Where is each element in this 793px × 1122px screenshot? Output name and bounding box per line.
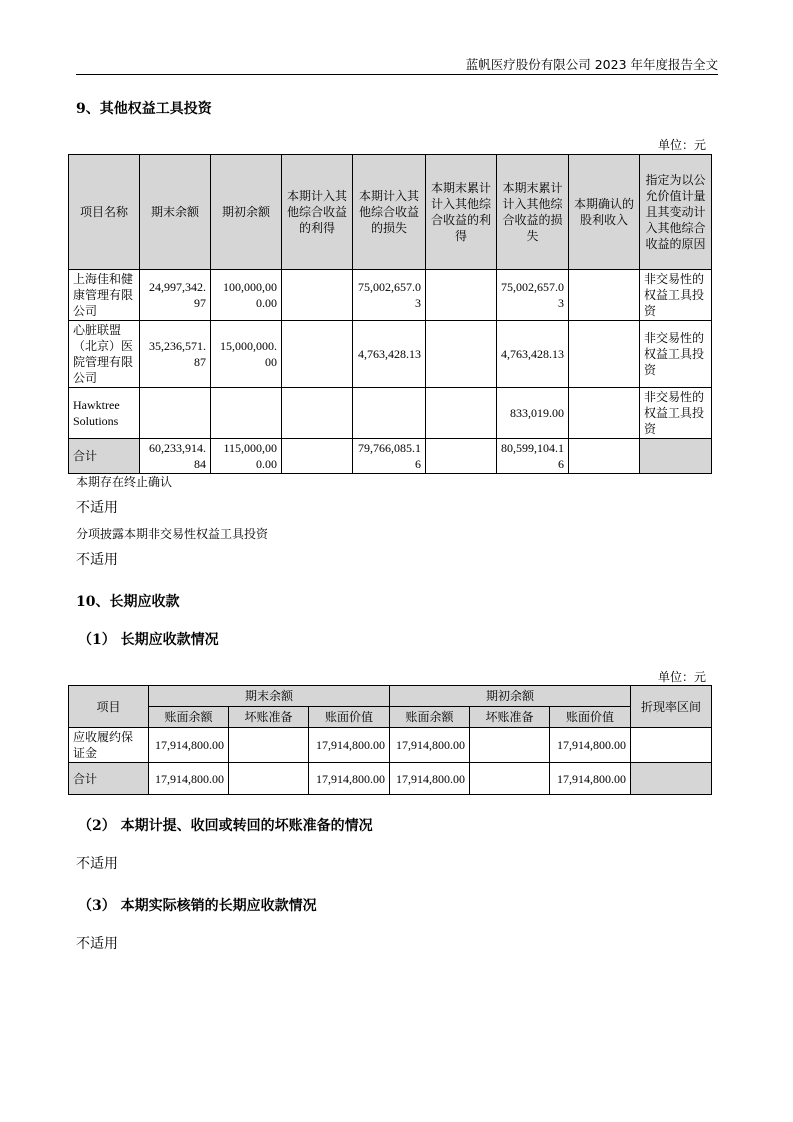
- reason: 非交易性的权益工具投资: [640, 270, 712, 321]
- col-header: 坏账准备: [229, 707, 309, 728]
- end-balance: [140, 388, 211, 439]
- total-cum-gain: [426, 439, 497, 474]
- total-reason: [640, 439, 712, 474]
- col-header: 账面余额: [390, 707, 470, 728]
- total-end-bad-debt: [229, 763, 309, 795]
- total-cum-loss: 80,599,104.16: [497, 439, 569, 474]
- dividend: [569, 388, 640, 439]
- disclosure-label: 分项披露本期非交易性权益工具投资: [76, 527, 269, 541]
- col-header: 坏账准备: [470, 707, 550, 728]
- col-header: 期末余额: [140, 155, 211, 270]
- total-oci-gain: [282, 439, 353, 474]
- col-header: 本期末累计计入其他综合收益的损失: [497, 155, 569, 270]
- total-begin-balance: 115,000,000.00: [211, 439, 282, 474]
- derecognition-value: 不适用: [76, 500, 118, 516]
- cum-loss: 833,019.00: [497, 388, 569, 439]
- unit-label: 单位：元: [658, 670, 707, 684]
- oci-gain: [282, 270, 353, 321]
- table-header-row: [69, 155, 712, 270]
- begin-balance: 15,000,000.00: [211, 321, 282, 388]
- begin-book-balance: 17,914,800.00: [390, 728, 470, 763]
- reason: 非交易性的权益工具投资: [640, 388, 712, 439]
- oci-gain: [282, 321, 353, 388]
- item-name: 应收履约保证金: [69, 728, 149, 763]
- cum-gain: [426, 270, 497, 321]
- dividend: [569, 321, 640, 388]
- reason: 非交易性的权益工具投资: [640, 321, 712, 388]
- total-row: [69, 439, 712, 474]
- table-row: [69, 388, 712, 439]
- subsection-2-title: （2） 本期计提、收回或转回的坏账准备的情况: [78, 818, 373, 834]
- col-header: 指定为以公允价值计量且其变动计入其他综合收益的原因: [640, 155, 712, 270]
- end-book-balance: 17,914,800.00: [149, 728, 229, 763]
- end-balance: 35,236,571.87: [140, 321, 211, 388]
- page-header: [76, 56, 718, 75]
- col-header: 项目名称: [69, 155, 140, 270]
- long-term-receivables-table: [68, 685, 712, 795]
- total-begin-bad-debt: [470, 763, 550, 795]
- table-row: [69, 270, 712, 321]
- table-row: [69, 728, 712, 763]
- begin-bad-debt: [470, 728, 550, 763]
- col-header-item: 项目: [69, 686, 149, 728]
- begin-balance: [211, 388, 282, 439]
- cum-gain: [426, 388, 497, 439]
- end-book-value: 17,914,800.00: [309, 728, 390, 763]
- table-header-row: [69, 686, 712, 707]
- derecognition-label: 本期存在终止确认: [76, 475, 173, 489]
- oci-loss: 4,763,428.13: [353, 321, 426, 388]
- table-row: [69, 321, 712, 388]
- total-row: [69, 763, 712, 795]
- dividend: [569, 270, 640, 321]
- total-begin-book-value: 17,914,800.00: [550, 763, 631, 795]
- item-name: 心脏联盟（北京）医院管理有限公司: [69, 321, 140, 388]
- col-header-begin-group: 期初余额: [390, 686, 631, 707]
- oci-loss: 75,002,657.03: [353, 270, 426, 321]
- col-header-end-group: 期末余额: [149, 686, 390, 707]
- oci-gain: [282, 388, 353, 439]
- begin-book-value: 17,914,800.00: [550, 728, 631, 763]
- end-bad-debt: [229, 728, 309, 763]
- total-end-book-balance: 17,914,800.00: [149, 763, 229, 795]
- total-begin-book-balance: 17,914,800.00: [390, 763, 470, 795]
- subsection-1-title: （1） 长期应收款情况: [78, 632, 219, 648]
- equity-investment-table: [68, 154, 712, 474]
- total-oci-loss: 79,766,085.16: [353, 439, 426, 474]
- col-header: 本期计入其他综合收益的利得: [282, 155, 353, 270]
- section-10-title: 10、长期应收款: [76, 594, 180, 610]
- col-header: 账面价值: [309, 707, 390, 728]
- subsection-3-title: （3） 本期实际核销的长期应收款情况: [78, 898, 317, 914]
- item-name: 上海佳和健康管理有限公司: [69, 270, 140, 321]
- begin-balance: 100,000,000.00: [211, 270, 282, 321]
- disclosure-value: 不适用: [76, 552, 118, 568]
- subsection-2-value: 不适用: [76, 856, 118, 872]
- total-label: 合计: [69, 763, 149, 795]
- col-header: 本期末累计计入其他综合收益的利得: [426, 155, 497, 270]
- item-name: Hawktree Solutions: [69, 388, 140, 439]
- section-9-title: 9、其他权益工具投资: [76, 101, 212, 117]
- cum-loss: 75,002,657.03: [497, 270, 569, 321]
- end-balance: 24,997,342.97: [140, 270, 211, 321]
- total-discount-range: [631, 763, 712, 795]
- subsection-3-value: 不适用: [76, 936, 118, 952]
- total-dividend: [569, 439, 640, 474]
- col-header-discount-range: 折现率区间: [631, 686, 712, 728]
- table-subheader-row: [69, 707, 712, 728]
- cum-gain: [426, 321, 497, 388]
- col-header: 本期确认的股利收入: [569, 155, 640, 270]
- col-header: 本期计入其他综合收益的损失: [353, 155, 426, 270]
- total-end-book-value: 17,914,800.00: [309, 763, 390, 795]
- discount-range: [631, 728, 712, 763]
- oci-loss: [353, 388, 426, 439]
- total-end-balance: 60,233,914.84: [140, 439, 211, 474]
- unit-label: 单位：元: [658, 138, 707, 152]
- total-label: 合计: [69, 439, 140, 474]
- col-header: 账面价值: [550, 707, 631, 728]
- report-title: 蓝帆医疗股份有限公司 2023 年年度报告全文: [465, 57, 718, 72]
- cum-loss: 4,763,428.13: [497, 321, 569, 388]
- col-header: 期初余额: [211, 155, 282, 270]
- col-header: 账面余额: [149, 707, 229, 728]
